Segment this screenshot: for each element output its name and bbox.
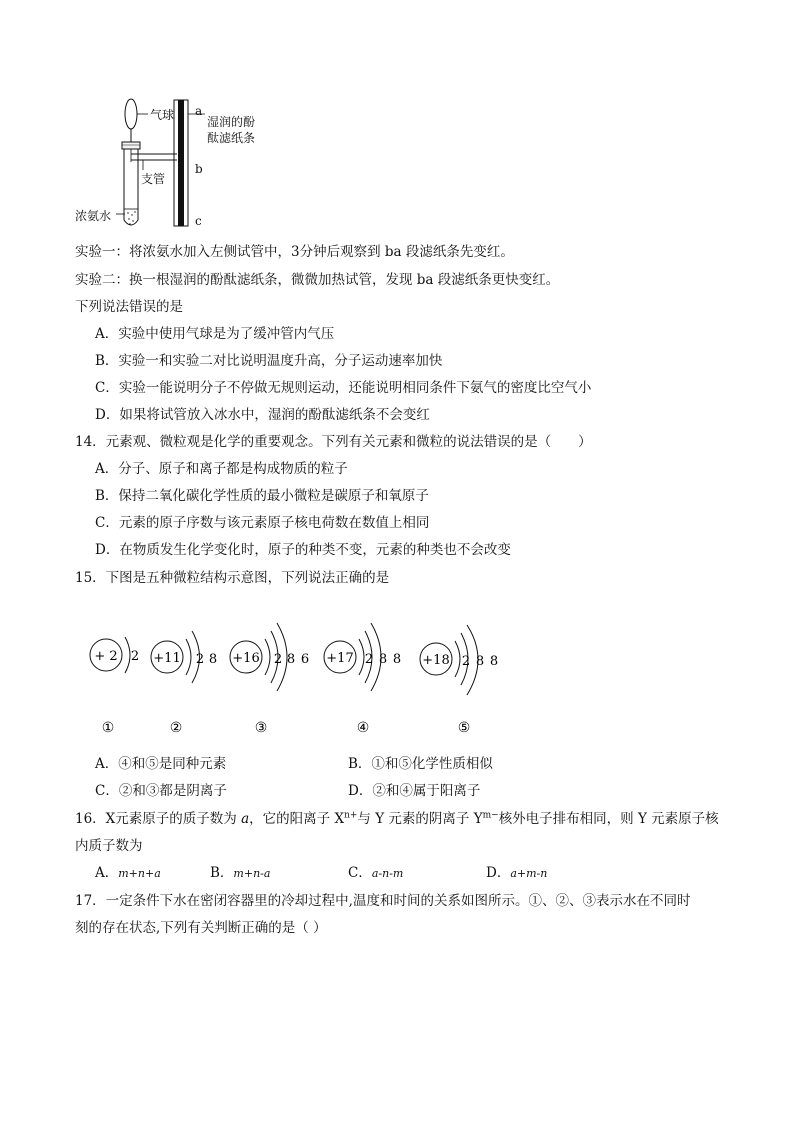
particle-5-shell-3: 8 [489,654,499,669]
q16-stem-part-a: 16．X元素原子的质子数为 [75,811,242,827]
particle-3-label: ③ [254,720,268,735]
q16-stem-part-b: ，它的阳离子 X [249,811,345,827]
q16-stem-line-1 [75,810,719,828]
q13-option-c: C．实验一能说明分子不停做无规则运动，还能说明相同条件下氨气的密度比空气小 [95,380,592,396]
q17-stem-line-2: 刻的存在状态,下列有关判断正确的是（ ） [75,920,327,936]
q16-stem-part-c: 与 Y 元素的阴离子 Y [357,811,483,827]
q16-option-d [486,864,547,883]
q16-option-a-expr: m+n+a [118,867,161,880]
tube-label: 支管 [141,172,166,186]
particle-5-label: ⑤ [457,720,471,735]
particle-3-shell-2: 8 [286,652,296,667]
particle-5-shell-1: 2 [461,654,471,669]
q16-option-d-letter: D． [486,865,511,881]
q14-option-d: D．在物质发生化学变化时，原子的种类不变，元素的种类也不会改变 [95,542,511,558]
q14-option-a: A．分子、原子和离子都是构成物质的粒子 [95,461,348,477]
q16-var-a: a [241,811,250,827]
q16-option-c [348,864,403,883]
particle-3-shell-3: 6 [300,652,310,667]
particle-2-nucleus: +11 [153,651,181,666]
q13-stem: 下列说法错误的是 [75,299,183,315]
q15-option-d: D．②和④属于阳离子 [348,783,481,799]
particle-3-shell-1: 2 [273,652,283,667]
q13-option-d: D．如果将试管放入冰水中，湿润的酚酞滤纸条不会变红 [95,407,430,423]
particle-4-nucleus: +17 [326,651,354,666]
particle-4-shell-2: 8 [378,652,388,667]
experiment-1-text: 实验一：将浓氨水加入左侧试管中，3分钟后观察到 ba 段滤纸条先变红。 [75,244,514,260]
q17-stem-line-1: 17．一定条件下水在密闭容器里的冷却过程中,温度和时间的关系如图所示。①、②、③表示水在不同时 [75,893,691,909]
q13-option-b: B．实验一和实验二对比说明温度升高，分子运动速率加快 [95,353,443,369]
particle-1 [90,637,139,673]
particle-2-shell-2: 8 [208,652,218,667]
ammonia-label: 浓氨水 [75,209,112,223]
particle-structure-diagram [85,615,525,735]
q15-option-a: A．④和⑤是同种元素 [95,756,227,772]
particle-1-nucleus: + 2 [94,649,118,664]
q16-option-a [95,864,161,883]
q16-stem-line-2: 内质子数为 [75,838,143,854]
q16-option-a-letter: A． [95,865,119,881]
particle-5-nucleus: +18 [422,653,450,668]
particle-4-label: ④ [356,720,370,735]
mark-c: c [195,214,202,228]
particle-3-nucleus: +16 [232,651,260,666]
q16-option-b [210,864,270,883]
particle-2-shell-1: 2 [195,652,205,667]
q16-option-c-expr: a-n-m [371,867,404,880]
strip-label-1: 湿润的酚 [207,115,256,129]
q16-option-b-expr: m+n-a [233,867,271,880]
particle-5-shell-2: 8 [475,654,485,669]
q16-sup-y: m− [482,810,499,821]
particle-1-shell-1: 2 [130,649,140,664]
q15-option-b: B．①和⑤化学性质相似 [348,756,493,772]
q16-option-d-expr: a+m-n [510,867,548,880]
particle-2 [151,631,217,683]
strip-label-2: 酞滤纸条 [207,131,256,145]
particle-3 [230,623,309,691]
balloon-shape [125,99,137,129]
particle-4-shell-1: 2 [364,652,374,667]
mark-b: b [195,162,203,176]
particle-4 [324,623,401,691]
experiment-2-text: 实验二：换一根湿润的酚酞滤纸条，微微加热试管，发现 ba 段滤纸条更快变红。 [75,272,560,288]
q16-stem-part-d: 核外电子排布相同，则 Y 元素原子核 [498,811,719,827]
stopper [122,142,140,149]
mark-a: a [195,104,203,118]
q16-sup-x: n+ [344,810,358,821]
particle-2-label: ② [169,720,183,735]
q15-stem: 15．下图是五种微粒结构示意图，下列说法正确的是 [75,570,390,586]
particle-1-label: ① [101,720,115,735]
q16-option-c-letter: C． [348,865,372,881]
particle-4-shell-3: 8 [392,652,402,667]
filter-strip [178,100,184,226]
q14-stem: 14．元素观、微粒观是化学的重要观念。下列有关元素和微粒的说法错误的是（ ） [75,434,592,450]
q16-option-b-letter: B． [210,865,234,881]
q15-option-c: C．②和③都是阴离子 [95,783,227,799]
q14-option-b: B．保持二氧化碳化学性质的最小微粒是碳原子和氧原子 [95,488,429,504]
particle-5 [420,625,498,695]
q14-option-c: C．元素的原子序数与该元素原子核电荷数在数值上相同 [95,515,430,531]
balloon-label: 气球 [150,108,175,122]
q13-option-a: A．实验中使用气球是为了缓冲管内气压 [95,326,335,342]
